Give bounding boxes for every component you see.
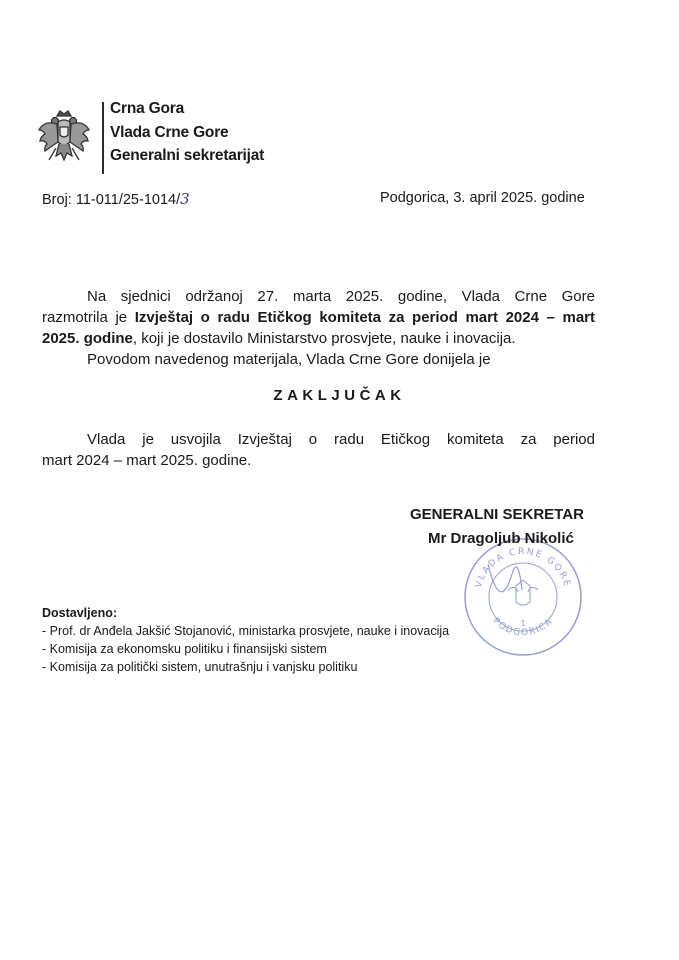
header-government: Vlada Crne Gore <box>110 124 229 141</box>
body-line-3 <box>42 330 516 347</box>
document-date: Podgorica, 3. april 2025. godine <box>380 190 585 206</box>
coat-of-arms-icon <box>36 108 92 170</box>
body-line-2-normal: razmotrila je <box>42 309 135 326</box>
reference-number <box>42 190 190 208</box>
distribution-heading: Dostavljeno: <box>42 606 118 620</box>
stamp-text-top: VLADA CRNE GORE <box>474 546 572 590</box>
decision-heading: ZAKLJUČAK <box>273 387 406 404</box>
reference-label: Broj: 11-011/25-1014/ <box>42 192 181 208</box>
decision-line-1: Vlada je usvojila Izvještaj o radu Etičkog komiteta za period <box>87 431 595 448</box>
body-line-2-bold: Izvještaj o radu Etičkog komiteta za period mart 2024 – mart <box>134 309 595 326</box>
reference-handwritten: 3 <box>180 190 190 208</box>
body-line-2 <box>42 309 595 326</box>
distribution-item: - Prof. dr Anđela Jakšić Stojanović, ministarka prosvjete, nauke i inovacija <box>42 624 450 638</box>
distribution-item: - Komisija za politički sistem, unutrašnju i vanjsku politiku <box>42 660 358 674</box>
official-stamp <box>460 534 586 660</box>
body-line-3-bold: 2025. godine <box>42 330 133 347</box>
header-divider <box>102 102 104 174</box>
signatory-name: Mr Dragoljub Nikolić <box>428 530 574 547</box>
body-line-3-normal: , koji je dostavilo Ministarstvo prosvjete, nauke i inovacija. <box>132 330 516 347</box>
stamp-number: 1 <box>520 619 526 628</box>
stamp-text-bottom: PODGORICA <box>490 616 556 639</box>
body-line-1: Na sjednici održanoj 27. marta 2025. godine, Vlada Crne Gore <box>87 288 595 305</box>
decision-line-2: mart 2024 – mart 2025. godine. <box>42 452 252 469</box>
body-line-4: Povodom navedenog materijala, Vlada Crne Gore donijela je <box>87 351 491 368</box>
distribution-item: - Komisija za ekonomsku politiku i finansijski sistem <box>42 642 327 656</box>
header-country: Crna Gora <box>110 100 184 117</box>
header-secretariat: Generalni sekretarijat <box>110 147 265 164</box>
signatory-title: GENERALNI SEKRETAR <box>410 506 584 523</box>
